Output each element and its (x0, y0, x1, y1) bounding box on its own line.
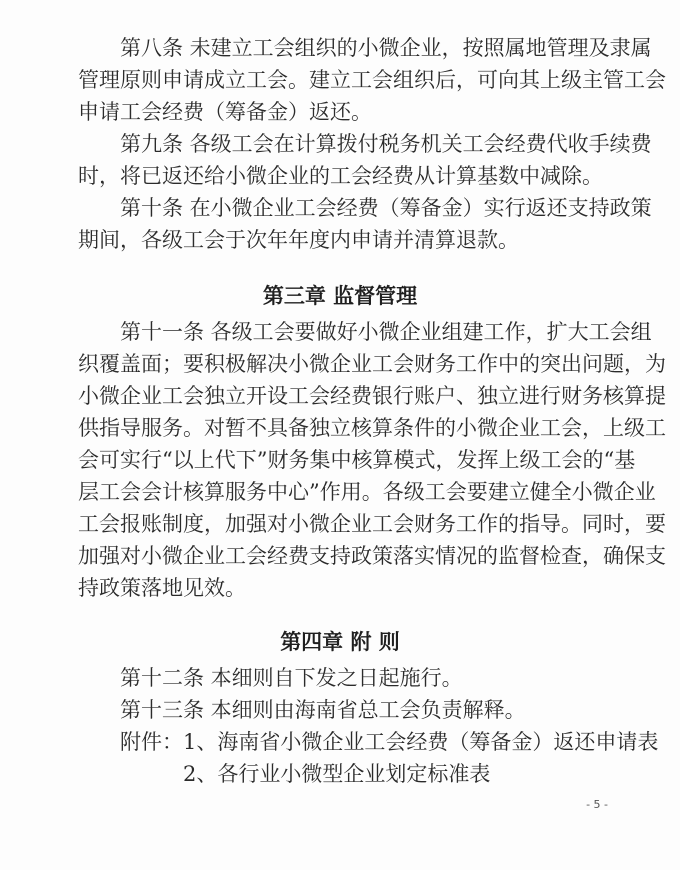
article-9-line-2: 时，将已返还给小微企业的工会经费从计算基数中减除。 (78, 164, 603, 188)
article-11-line-8: 加强对小微企业工会经费支持政策落实情况的监督检查，确保支 (78, 544, 666, 568)
article-8-line-3: 申请工会经费（筹备金）返还。 (78, 100, 372, 124)
article-8-line-1: 第八条 未建立工会组织的小微企业，按照属地管理及隶属 (120, 36, 652, 60)
article-10-line-1: 第十条 在小微企业工会经费（筹备金）实行返还支持政策 (120, 196, 652, 220)
attachment-1-line: 附件：1、海南省小微企业工会经费（筹备金）返还申请表 (120, 730, 659, 754)
article-11-line-2: 织覆盖面；要积极解决小微企业工会财务工作中的突出问题，为 (78, 352, 666, 376)
article-11-line-1: 第十一条 各级工会要做好小微企业组建工作，扩大工会组 (120, 320, 652, 344)
attachment-2-line: 2、各行业小微型企业划定标准表 (183, 762, 491, 786)
article-12-line: 第十二条 本细则自下发之日起施行。 (120, 666, 463, 690)
article-11-line-3: 小微企业工会独立开设工会经费银行账户、独立进行财务核算提 (78, 384, 666, 408)
article-11-line-5: 会可实行“以上代下”财务集中核算模式，发挥上级工会的“基 (78, 448, 636, 472)
page-number: - 5 - (586, 798, 608, 811)
article-11-line-6: 层工会会计核算服务中心”作用。各级工会要建立健全小微企业 (78, 480, 656, 504)
article-9-line-1: 第九条 各级工会在计算拨付税务机关工会经费代收手续费 (120, 132, 652, 156)
article-11-line-9: 持政策落地见效。 (78, 576, 246, 600)
article-8-line-2: 管理原则申请成立工会。建立工会组织后，可向其上级主管工会 (78, 68, 666, 92)
article-11-line-7: 工会报账制度，加强对小微企业工会财务工作的指导。同时，要 (78, 512, 666, 536)
chapter-4-heading: 第四章 附 则 (280, 630, 400, 654)
article-10-line-2: 期间，各级工会于次年年度内申请并清算退款。 (78, 228, 519, 252)
article-13-line: 第十三条 本细则由海南省总工会负责解释。 (120, 698, 526, 722)
chapter-3-heading: 第三章 监督管理 (262, 284, 418, 308)
article-11-line-4: 供指导服务。对暂不具备独立核算条件的小微企业工会，上级工 (78, 416, 666, 440)
